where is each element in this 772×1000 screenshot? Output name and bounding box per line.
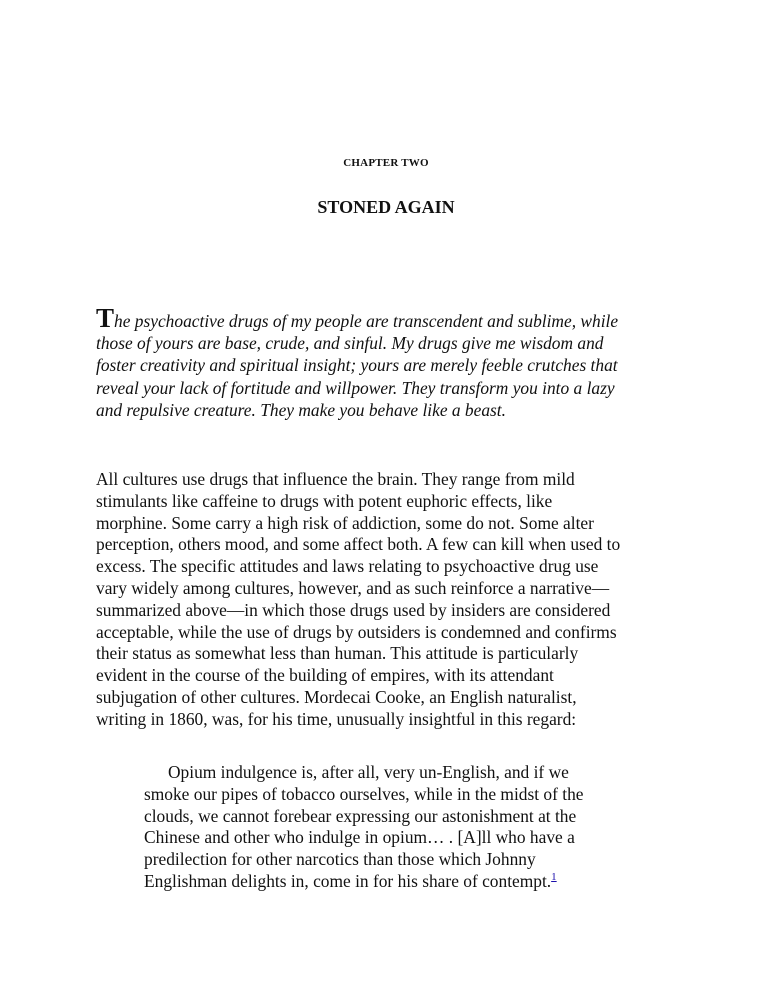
chapter-label: CHAPTER TWO xyxy=(343,157,429,169)
body-line: evident in the course of the building of empires, with its attendant xyxy=(96,665,554,686)
quote-line: Opium indulgence is, after all, very un-English, and if we xyxy=(168,762,569,782)
epigraph-line: those of yours are base, crude, and sinful. My drugs give me wisdom and xyxy=(96,333,604,354)
chapter-title: STONED AGAIN xyxy=(317,197,455,217)
epigraph-line-text: he psychoactive drugs of my people are transcendent and sublime, while xyxy=(114,311,619,331)
block-quote xyxy=(144,762,644,893)
body-line: morphine. Some carry a high risk of addiction, some do not. Some alter xyxy=(96,512,594,533)
quote-line-text: Englishman delights in, come in for his share of contempt. xyxy=(144,870,552,891)
drop-cap: T xyxy=(96,303,115,333)
body-paragraph xyxy=(96,469,686,731)
body-line: stimulants like caffeine to drugs with potent euphoric effects, like xyxy=(96,490,553,511)
epigraph-line: foster creativity and spiritual insight; yours are merely feeble crutches that xyxy=(96,355,618,376)
body-line: summarized above—in which those drugs used by insiders are considered xyxy=(96,599,611,620)
epigraph xyxy=(96,303,676,421)
quote-line xyxy=(144,871,644,893)
body-line: vary widely among cultures, however, and as such reinforce a narrative— xyxy=(96,577,610,598)
footnote-link[interactable]: 1 xyxy=(551,871,557,884)
quote-line: clouds, we cannot forebear expressing our astonishment at the xyxy=(144,805,577,826)
quote-line: Chinese and other who indulge in opium… . [A]ll who have a xyxy=(144,827,575,848)
body-line: perception, others mood, and some affect both. A few can kill when used to xyxy=(96,534,621,555)
body-line: excess. The specific attitudes and laws relating to psychoactive drug use xyxy=(96,556,599,577)
quote-line: predilection for other narcotics than those which Johnny xyxy=(144,849,536,870)
body-line: All cultures use drugs that influence the brain. They range from mild xyxy=(96,469,575,489)
epigraph-line: and repulsive creature. They make you behave like a beast. xyxy=(96,399,506,420)
body-line: subjugation of other cultures. Mordecai Cooke, an English naturalist, xyxy=(96,686,577,707)
epigraph-line xyxy=(96,303,676,333)
epigraph-line: reveal your lack of fortitude and willpower. They transform you into a lazy xyxy=(96,377,615,398)
body-line: writing in 1860, was, for his time, unusually insightful in this regard: xyxy=(96,708,577,729)
quote-line: smoke our pipes of tobacco ourselves, while in the midst of the xyxy=(144,783,584,804)
body-line: their status as somewhat less than human. This attitude is particularly xyxy=(96,643,579,664)
body-line: acceptable, while the use of drugs by outsiders is condemned and confirms xyxy=(96,621,617,642)
